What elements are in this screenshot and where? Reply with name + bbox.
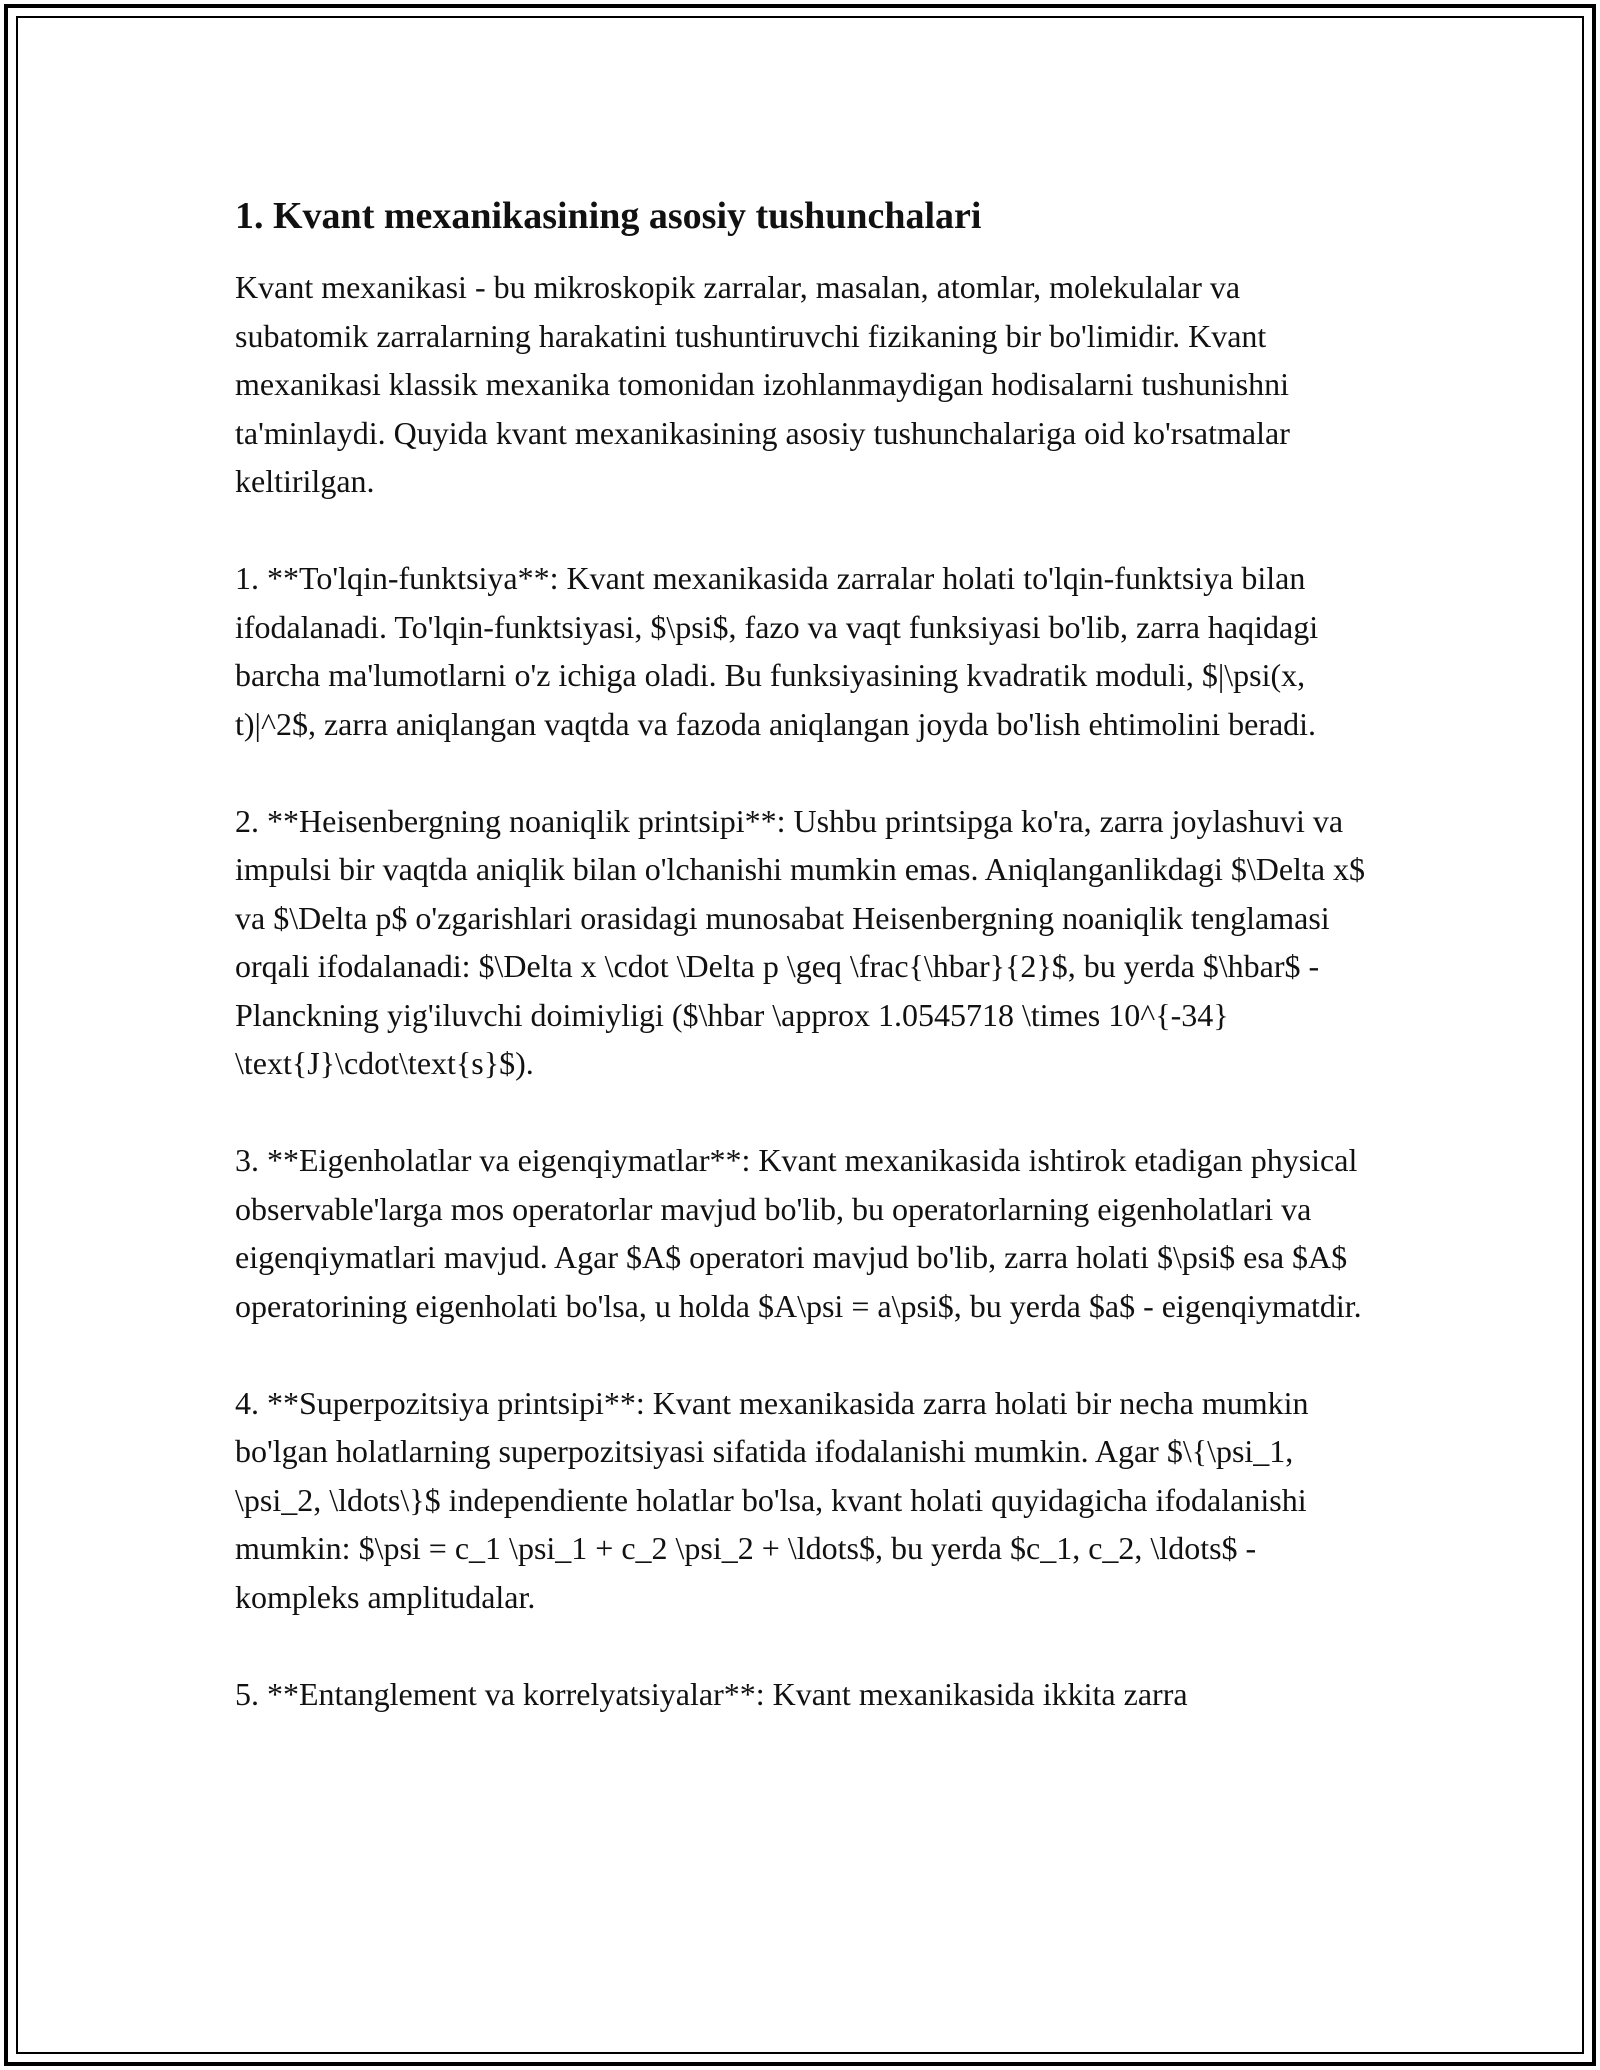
intro-paragraph: Kvant mexanikasi - bu mikroskopik zarralar, masalan, atomlar, molekulalar va subatomik zarralarning harakatini tushuntiruvchi fizikaning bir bo'limidir. Kvant mexanikasi klassik mexanika tomonidan izohlanmaydigan hodisalarni tushunishni ta'minlaydi. Quyida kvant mexanikasining asosiy tushunchalariga oid ko'rsatmalar keltirilgan. xyxy=(235,269,1290,500)
section-heading: 1. Kvant mexanikasining asosiy tushunchalari xyxy=(235,195,982,237)
paragraph-superposition: 4. **Superpozitsiya printsipi**: Kvant mexanikasida zarra holati bir necha mumkin bo'lgan holatlarning superpozitsiyasi sifatida ifodalanishi mumkin. Agar $\{\psi_1, \psi_2, \ldots\}$ independiente holatlar bo'lsa, kvant holati quyidagicha ifodalanishi mumkin: $\psi = c_1 \psi_1 + c_2 \psi_2 + \ldots$, bu yerda $c_1, c_2, \ldots$ - kompleks amplitudalar. xyxy=(235,1384,1309,1615)
paragraph-eigenstates: 3. **Eigenholatlar va eigenqiymatlar**: Kvant mexanikasida ishtirok etadigan physical observable'larga mos operatorlar mavjud bo'lib, bu operatorlarning eigenholatlari va eigenqiymatlari mavjud. Agar $A$ operatori mavjud bo'lib, zarra holati $\psi$ esa $A$ operatorining eigenholati bo'lsa, u holda $A\psi = a\psi$, bu yerda $a$ - eigenqiymatdir. xyxy=(235,1142,1362,1324)
paragraph-entanglement: 5. **Entanglement va korrelyatsiyalar**: Kvant mexanikasida ikkita zarra xyxy=(235,1675,1188,1712)
paragraph-uncertainty-principle: 2. **Heisenbergning noaniqlik printsipi**: Ushbu printsipga ko'ra, zarra joylashuvi va impulsi bir vaqtda aniqlik bilan o'lchanishi mumkin emas. Aniqlanganlikdagi $\Delta x$ va $\Delta p$ o'zgarishlari orasidagi munosabat Heisenbergning noaniqlik tenglamasi orqali ifodalanadi: $\Delta x \cdot \Delta p \geq \frac{\hbar}{2}$, bu yerda $\hbar$ - Planckning yig'iluvchi doimiyligi ($\hbar \approx 1.0545718 \times 10^{-34} \text{J}\cdot\text{s}$). xyxy=(235,802,1366,1082)
paragraph-wave-function: 1. **To'lqin-funktsiya**: Kvant mexanikasida zarralar holati to'lqin-funktsiya bilan ifodalanadi. To'lqin-funktsiyasi, $\psi$, fazo va vaqt funksiyasi bo'lib, zarra haqidagi barcha ma'lumotlarni o'z ichiga oladi. Bu funksiyasining kvadratik moduli, $|\psi(x, t)|^2$, zarra aniqlangan vaqtda va fazoda aniqlangan joyda bo'lish ehtimolini beradi. xyxy=(235,560,1319,742)
document-body xyxy=(235,180,1375,1767)
